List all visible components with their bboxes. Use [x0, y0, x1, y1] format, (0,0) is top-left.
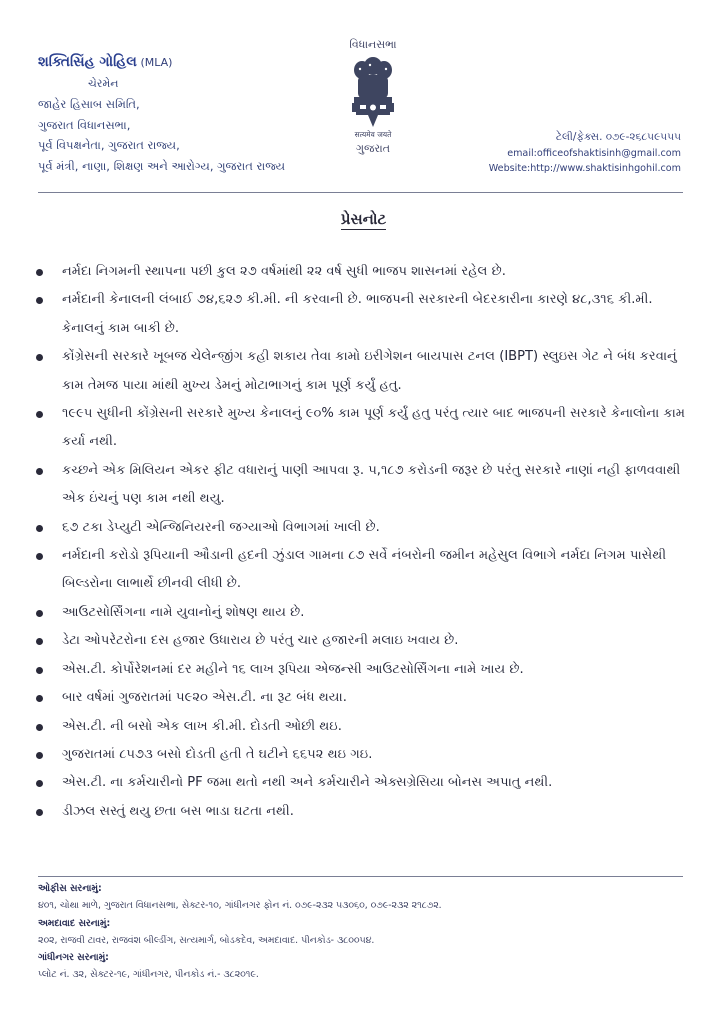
sender-title-suffix: (MLA) [140, 56, 173, 69]
point-text: કચ્છને એક મિલિયન એકર ફીટ વધારાનું પાણી આપવા રૂ. ૫,૧૮૭ કરોડની જરૂર છે પરંતુ સરકારે નાણાં નહી ફાળવવાથી એક ઇંચનું પણ કામ નથી થયુ. [62, 462, 681, 507]
sender-designation: ચેરમેન [88, 76, 119, 90]
header-divider [38, 192, 683, 193]
press-note-points [34, 258, 694, 826]
point-text: ગુજરાતમાં ૮૫૭૩ બસો દોડતી હતી તે ઘટીને ૬૬૫૨ થઇ ગઇ. [62, 746, 373, 762]
bullet-icon [36, 411, 43, 418]
ahmedabad-address: ૨૦૨, રાજવી ટાવર, રાજવંશ બીલ્ડીંગ, સત્યમાર્ગ, બોડકદેવ, અમદાવાદ. પીનકોડ- ૩૮૦૦૫૪. [38, 934, 375, 946]
sender-line-1: જાહેર હિસાબ સમિતિ, [38, 97, 140, 111]
list-item [34, 457, 694, 514]
list-item [34, 258, 694, 286]
office-address-label: ઓફીસ સરનામું: [38, 883, 102, 894]
bullet-icon [36, 269, 43, 276]
email-address[interactable]: email:officeofshaktisinh@gmail.com [507, 147, 681, 159]
point-text: નર્મદાની કરોડો રૂપિયાની ઔડાની હદની ઝુંડાલ ગામના ૮૭ સર્વે નંબરોની જમીન મહેસુલ વિભાગે નર્મદા નિગમ પાસેથી બિલ્ડરોના લાભાર્થે છીનવી લીધી છે. [62, 548, 667, 592]
sender-line-3: પૂર્વ વિપક્ષનેતા, ગુજરાત રાજ્ય, [38, 138, 180, 152]
point-text: ડીઝલ સસ્તું થયુ છતા બસ ભાડા ઘટતા નથી. [62, 803, 294, 819]
list-item [34, 400, 694, 457]
point-text: નર્મદા નિગમની સ્થાપના પછી કુલ ૨૭ વર્ષમાંથી ૨૨ વર્ષ સુધી ભાજપ શાસનમાં રહેલ છે. [62, 264, 506, 279]
list-item [34, 542, 694, 599]
bullet-icon [36, 695, 43, 702]
sender-line-2: ગુજરાત વિધાનસભા, [38, 117, 131, 132]
lion-capital-emblem-icon [346, 53, 400, 131]
bullet-icon [36, 297, 43, 304]
emblem-state-name: ગુજરાત [355, 142, 391, 155]
point-text: એસ.ટી. કોર્પોરેશનમાં દર મહીને ૧૬ લાખ રૂપિયા એજન્સી આઉટસોર્સિંગના નામે ખાય છે. [62, 661, 524, 677]
list-item [34, 741, 694, 769]
phone-fax: ટેલી/ફેક્સ. ૦૭૯-૨૬૮૫૯૫૫૫ [555, 131, 681, 143]
ahmedabad-address-label: અમદાવાદ સરનામું: [38, 917, 111, 929]
sender-block [38, 52, 338, 176]
emblem-top-text: વિધાનસભા [349, 38, 397, 51]
list-item [34, 713, 694, 741]
list-item [34, 684, 694, 712]
list-item [34, 514, 694, 542]
bullet-icon [36, 724, 43, 731]
gandhinagar-address-label: ગાંધીનગર સરનામું: [38, 952, 109, 964]
bullet-icon [36, 752, 43, 759]
point-text: એસ.ટી. ની બસો એક લાખ કી.મી. દોડતી ઓછી થઇ. [62, 718, 342, 734]
contact-block [489, 130, 681, 177]
list-item [34, 343, 694, 400]
bullet-icon [36, 525, 43, 532]
office-address: ૪૦૧, ચોથા માળે, ગુજરાત વિધાનસભા, સેક્ટર-૧૦, ગાંધીનગર ફોન નં. ૦૭૯-૨૩૨ ૫૩૦૬૦, ૦૭૯-૨૩૨ ૨૧૮૭૨. [38, 900, 442, 912]
footer-divider [38, 876, 683, 877]
bullet-icon [36, 553, 43, 560]
list-item [34, 656, 694, 684]
list-item [34, 599, 694, 627]
point-text: કોંગ્રેસની સરકારે ખૂબજ ચેલેન્જીંગ કહી શકાય તેવા કામો ઇરીગેશન બાયપાસ ટનલ (IBPT) સ્લુઇસ ગેટ ને બંધ કરવાનું કામ તેમજ પાયા માંથી મુખ્ય ડેમનું મોટાભાગનું કામ પૂર્ણ કર્યું હતુ. [62, 349, 677, 393]
bullet-icon [36, 667, 43, 674]
title-text: પ્રેસનોટ [340, 210, 387, 228]
point-text: ૧૯૯૫ સુધીની કોંગ્રેસની સરકારે મુખ્ય કેનાલનું ૯૦% કામ પૂર્ણ કર્યું હતુ પરંતુ ત્યાર બાદ ભાજપની સરકારે કેનાલોના કામ કર્યા નથી. [62, 406, 686, 450]
sender-name-line [38, 52, 338, 74]
state-emblem-block [338, 38, 408, 156]
bullet-icon [36, 638, 43, 645]
document-title [0, 210, 727, 228]
bullet-icon [36, 354, 43, 361]
list-item [34, 627, 694, 655]
list-item [34, 798, 694, 826]
list-item [34, 286, 694, 343]
gandhinagar-address: પ્લોટ નં. ૩૨, સેક્ટર-૧૯, ગાંધીનગર, પીનકોડ નં.- ૩૮૨૦૧૯. [38, 969, 259, 981]
website-link[interactable]: Website:http://www.shaktisinhgohil.com [488, 163, 681, 174]
point-text: ડેટા ઓપરેટરોના દસ હજાર ઉધારાય છે પરંતુ ચાર હજારની મલાઇ ખવાય છે. [62, 633, 459, 649]
point-text: ૬૭ ટકા ડેપ્યુટી એન્જિનિયરની જગ્યાઓ વિભાગમાં ખાલી છે. [62, 519, 380, 535]
bullet-icon [36, 468, 43, 475]
bullet-icon [36, 809, 43, 816]
bullet-icon [36, 610, 43, 617]
sender-line-4: પૂર્વ મંત્રી, નાણા, શિક્ષણ અને આરોગ્ય, ગુજરાત રાજ્ય [38, 158, 286, 173]
point-text: આઉટસોર્સિંગના નામે યુવાનોનું શોષણ થાય છે. [62, 604, 305, 620]
point-text: નર્મદાની કેનાલની લંબાઈ ૭૪,૬૨૭ કી.મી. ની કરવાની છે. ભાજપની સરકારની બેદરકારીના કારણે ૪૮,૩૧૬ કી.મી. કેનાલનું કામ બાકી છે. [62, 292, 653, 336]
list-item [34, 769, 694, 797]
sender-name: શક્તિસિંહ ગોહિલ [38, 54, 137, 70]
point-text: બાર વર્ષમાં ગુજરાતમાં ૫૯૨૦ એસ.ટી. ના રૂટ બંધ થયા. [62, 690, 347, 706]
point-text: એસ.ટી. ના કર્મચારીનો PF જમા થતો નથી અને કર્મચારીને એક્સગ્રેસિયા બોનસ અપાતુ નથી. [62, 775, 553, 791]
address-footer [38, 880, 688, 984]
emblem-motto: सत्यमेव जयते [354, 130, 392, 139]
bullet-icon [36, 780, 43, 787]
